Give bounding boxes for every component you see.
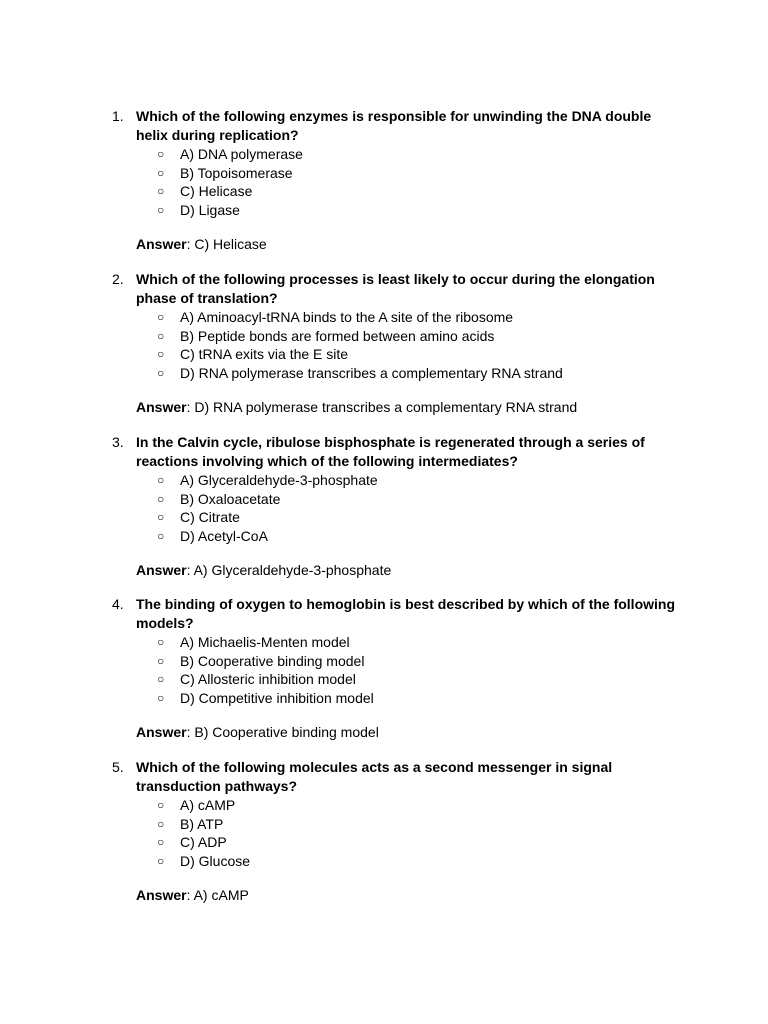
circle-bullet-icon: ○ bbox=[157, 672, 165, 687]
option-text: C) ADP bbox=[180, 834, 227, 851]
option-text: C) Citrate bbox=[180, 509, 240, 526]
option-text: D) Acetyl-CoA bbox=[180, 527, 268, 544]
option-text: A) Michaelis-Menten model bbox=[180, 634, 350, 650]
answer-text: : B) Cooperative binding model bbox=[186, 724, 379, 740]
answer-line bbox=[136, 235, 267, 254]
circle-bullet-icon: ○ bbox=[157, 202, 165, 217]
circle-bullet-icon: ○ bbox=[157, 798, 165, 812]
option-text: B) Cooperative binding model bbox=[180, 652, 365, 669]
answer-line bbox=[136, 723, 379, 742]
circle-bullet-icon: ○ bbox=[157, 816, 165, 831]
circle-bullet-icon: ○ bbox=[157, 635, 165, 649]
option-text: D) RNA polymerase transcribes a complementary RNA strand bbox=[180, 364, 563, 381]
answer-line bbox=[136, 398, 577, 417]
circle-bullet-icon: ○ bbox=[157, 690, 165, 705]
option-text: A) DNA polymerase bbox=[180, 146, 303, 162]
answer-label: Answer bbox=[136, 562, 187, 578]
question-text: Which of the following molecules acts as a second messenger in signal transduction pathways? bbox=[136, 759, 613, 794]
circle-bullet-icon: ○ bbox=[157, 653, 165, 668]
option-text: D) Glucose bbox=[180, 852, 251, 869]
circle-bullet-icon: ○ bbox=[157, 510, 165, 525]
answer-text: : A) Glyceraldehyde-3-phosphate bbox=[186, 562, 392, 578]
circle-bullet-icon: ○ bbox=[157, 365, 165, 380]
answer-text: : D) RNA polymerase transcribes a complementary RNA strand bbox=[186, 399, 578, 415]
circle-bullet-icon: ○ bbox=[157, 835, 165, 850]
answer-label: Answer bbox=[136, 724, 187, 740]
circle-bullet-icon: ○ bbox=[157, 473, 165, 487]
option-text: B) Topoisomerase bbox=[180, 164, 293, 181]
option-text: C) Helicase bbox=[180, 183, 253, 200]
question-number: 2. bbox=[112, 271, 124, 287]
question-text: In the Calvin cycle, ribulose bisphosphate is regenerated through a series of reactions involving which of the following intermediates? bbox=[136, 434, 645, 469]
circle-bullet-icon: ○ bbox=[157, 853, 165, 868]
question-number: 4. bbox=[112, 596, 124, 612]
answer-line bbox=[136, 886, 249, 905]
question-number: 5. bbox=[112, 759, 124, 775]
option-text: B) ATP bbox=[180, 815, 224, 832]
question-text: The binding of oxygen to hemoglobin is best described by which of the following models? bbox=[136, 596, 676, 631]
question-number: 1. bbox=[112, 108, 124, 124]
option-text: B) Oxaloacetate bbox=[180, 490, 281, 507]
option-text: A) cAMP bbox=[180, 797, 236, 813]
question-text: Which of the following enzymes is responsible for unwinding the DNA double helix during replication? bbox=[136, 108, 652, 143]
circle-bullet-icon: ○ bbox=[157, 528, 165, 543]
circle-bullet-icon: ○ bbox=[157, 491, 165, 506]
answer-text: : A) cAMP bbox=[186, 887, 249, 903]
circle-bullet-icon: ○ bbox=[157, 147, 165, 161]
option-text: D) Ligase bbox=[180, 201, 240, 218]
option-text: B) Peptide bonds are formed between amino acids bbox=[180, 327, 495, 344]
circle-bullet-icon: ○ bbox=[157, 310, 165, 324]
option-text: C) Allosteric inhibition model bbox=[180, 671, 356, 688]
option-text: C) tRNA exits via the E site bbox=[180, 346, 349, 363]
answer-line bbox=[136, 561, 391, 580]
circle-bullet-icon: ○ bbox=[157, 165, 165, 180]
question-text: Which of the following processes is least likely to occur during the elongation phase of translation? bbox=[136, 271, 655, 306]
circle-bullet-icon: ○ bbox=[157, 347, 165, 362]
option-text: A) Aminoacyl-tRNA binds to the A site of the ribosome bbox=[180, 309, 514, 325]
option-text: A) Glyceraldehyde-3-phosphate bbox=[180, 472, 378, 488]
answer-text: : C) Helicase bbox=[186, 236, 267, 252]
answer-label: Answer bbox=[136, 887, 187, 903]
option-text: D) Competitive inhibition model bbox=[180, 689, 374, 706]
answer-label: Answer bbox=[136, 399, 187, 415]
circle-bullet-icon: ○ bbox=[157, 328, 165, 343]
circle-bullet-icon: ○ bbox=[157, 184, 165, 199]
question-number: 3. bbox=[112, 434, 124, 450]
answer-label: Answer bbox=[136, 236, 187, 252]
